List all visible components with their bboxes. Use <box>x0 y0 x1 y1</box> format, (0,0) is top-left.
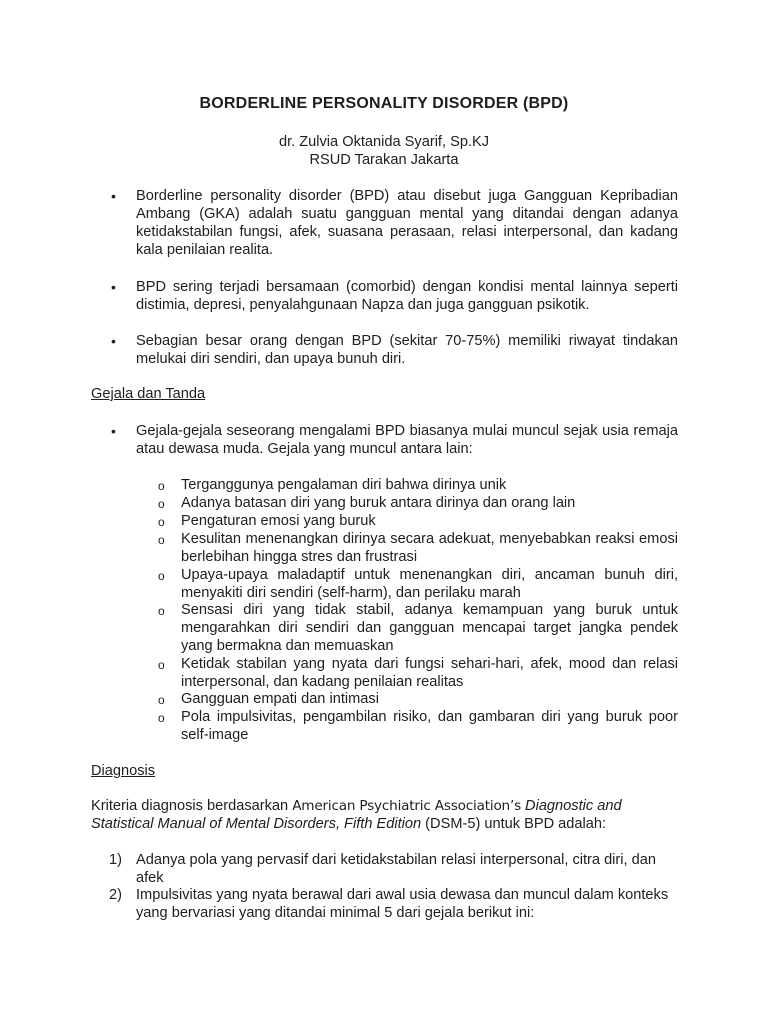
symptom-item-text: Adanya batasan diri yang buruk antara dirinya dan orang lain <box>181 495 576 511</box>
criterion-text: Impulsivitas yang nyata berawal dari awal usia dewasa dan muncul dalam konteks yang bervariasi yang ditandai minimal 5 dari gejala berikut ini: <box>136 887 669 921</box>
diagnosis-intro-org: American Psychiatric Association’s <box>292 798 521 814</box>
bullet-icon: • <box>111 423 116 439</box>
bullet-icon: • <box>111 188 116 204</box>
section-heading-diagnosis: Diagnosis <box>91 763 156 779</box>
circle-bullet-icon: o <box>158 533 165 547</box>
intro-bullet-text: Sebagian besar orang dengan BPD (sekitar 70-75%) memiliki riwayat tindakan melukai diri sendiri, dan upaya bunuh diri. <box>136 333 678 367</box>
diagnosis-intro-manual: Diagnostic and Statistical Manual of Mental Disorders, Fifth Edition <box>91 798 622 832</box>
intro-bullet-2 <box>111 278 678 314</box>
symptom-item-text: Gangguan empati dan intimasi <box>181 691 379 707</box>
criterion-item <box>109 886 681 922</box>
intro-bullet-text: Borderline personality disorder (BPD) atau disebut juga Gangguan Kepribadian Ambang (GKA) adalah suatu gangguan mental yang ditandai dengan adanya ketidakstabilan fungsi, afek, suasana perasaan, relasi interpersonal, dan kadang kala penilaian realita. <box>136 188 678 258</box>
symptom-item <box>158 690 678 708</box>
symptom-item <box>158 601 678 655</box>
symptom-item-text: Ketidak stabilan yang nyata dari fungsi sehari-hari, afek, mood dan relasi interpersonal, dan kadang penilaian realitas <box>181 656 678 690</box>
symptom-item <box>158 530 678 566</box>
circle-bullet-icon: o <box>158 658 165 672</box>
criterion-number: 2) <box>109 887 122 903</box>
author-name: dr. Zulvia Oktanida Syarif, Sp.KJ <box>278 134 490 150</box>
bullet-icon: • <box>111 333 116 349</box>
symptom-item-text: Sensasi diri yang tidak stabil, adanya kemampuan yang buruk untuk mengarahkan diri sendiri dan gangguan mencapai target jangka pendek yang bermakna dan memuaskan <box>181 602 678 654</box>
document-title: BORDERLINE PERSONALITY DISORDER (BPD) <box>199 95 569 112</box>
circle-bullet-icon: o <box>158 497 165 511</box>
symptom-item-text: Pengaturan emosi yang buruk <box>181 513 376 529</box>
symptoms-bullet-text: Gejala-gejala seseorang mengalami BPD biasanya mulai muncul sejak usia remaja atau dewasa muda. Gejala yang muncul antara lain: <box>136 423 678 457</box>
symptom-item <box>158 512 678 530</box>
symptom-item-text: Terganggunya pengalaman diri bahwa dirinya unik <box>181 477 507 493</box>
bullet-icon: • <box>111 279 116 295</box>
intro-bullet-text: BPD sering terjadi bersamaan (comorbid) dengan kondisi mental lainnya seperti distimia, depresi, penyalahgunaan Napza dan juga gangguan psikotik. <box>136 279 678 313</box>
circle-bullet-icon: o <box>158 479 165 493</box>
author-institution: RSUD Tarakan Jakarta <box>309 152 459 168</box>
author-block <box>0 133 768 169</box>
symptoms-bullet <box>111 422 678 458</box>
section-heading-symptoms: Gejala dan Tanda <box>91 386 206 402</box>
diagnosis-intro-prefix: Kriteria diagnosis berdasarkan <box>91 798 293 814</box>
symptom-item <box>158 494 678 512</box>
intro-bullet-1 <box>111 187 678 259</box>
symptom-item <box>158 708 678 744</box>
symptom-item-text: Kesulitan menenangkan dirinya secara adekuat, menyebabkan reaksi emosi berlebihan hingga stres dan frustrasi <box>181 531 678 565</box>
symptom-item <box>158 655 678 691</box>
circle-bullet-icon: o <box>158 515 165 529</box>
symptom-item <box>158 476 678 494</box>
criterion-number: 1) <box>109 852 122 868</box>
circle-bullet-icon: o <box>158 604 165 618</box>
diagnosis-intro <box>91 797 681 833</box>
diagnosis-intro-suffix: (DSM-5) untuk BPD adalah: <box>421 816 607 832</box>
circle-bullet-icon: o <box>158 711 165 725</box>
criterion-text: Adanya pola yang pervasif dari ketidakstabilan relasi interpersonal, citra diri, dan afek <box>136 852 656 886</box>
intro-bullet-3 <box>111 332 678 368</box>
criterion-item <box>109 851 681 887</box>
circle-bullet-icon: o <box>158 569 165 583</box>
symptom-item-text: Pola impulsivitas, pengambilan risiko, dan gambaran diri yang buruk poor self-image <box>181 709 678 743</box>
circle-bullet-icon: o <box>158 693 165 707</box>
symptom-item <box>158 566 678 602</box>
symptom-item-text: Upaya-upaya maladaptif untuk menenangkan diri, ancaman bunuh diri, menyakiti diri sendiri (self-harm), dan perilaku marah <box>181 567 678 601</box>
